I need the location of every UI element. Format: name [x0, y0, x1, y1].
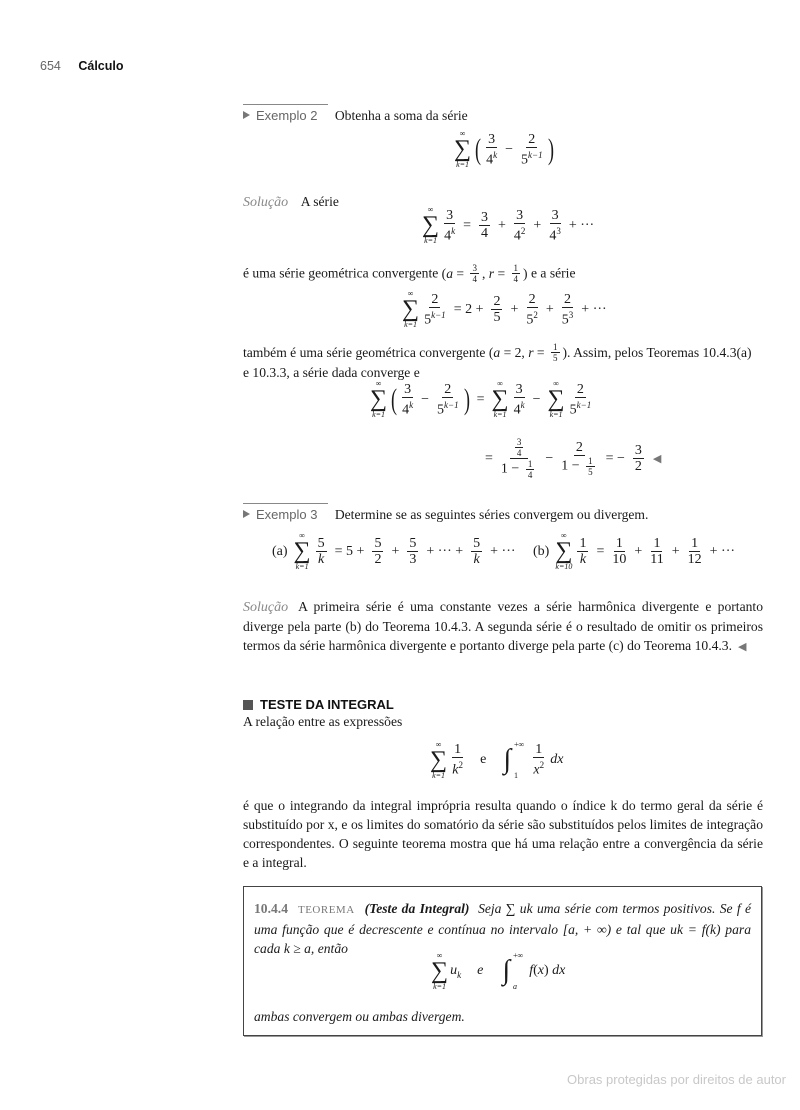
example-prompt: Obtenha a soma da série [334, 108, 468, 123]
equation-result: = $\frac{3}{4}$ 1 − $\frac{1}{4}$ − 2 1 − $\frac{1}{5}$ = − $\frac{3}{2}$ ◀ [485, 437, 662, 480]
theorem-conclusion: ambas convergem ou ambas divergem. [254, 1009, 465, 1024]
example-label: Exemplo 3 [256, 507, 318, 522]
theorem-box [243, 886, 762, 1036]
page-number: 654 [40, 59, 61, 73]
triangle-icon [243, 111, 250, 119]
theorem-word: TEOREMA [297, 904, 355, 916]
example-rule [243, 104, 328, 105]
equation-part-b: (b) ∞ ∑ k=10 $\frac{1}{k}$ = $\frac{1}{10}$ + $\frac{1}{11}$ + $\frac{1}{12}$ + ··· [533, 531, 736, 571]
equation-geom2: ∞ ∑ k=1 $\frac{2}{5^{k-1}}$ = 2 + $\frac{2}{5}$ + $\frac{2}{5^2}$ + $\frac{2}{5^3}$ + ··· [402, 289, 607, 329]
running-header [40, 59, 124, 73]
example-3-heading [243, 507, 648, 523]
solution-intro: Solução A série [243, 194, 339, 210]
example-label: Exemplo 2 [256, 108, 318, 123]
equation-geom1: ∞ ∑ k=1 $\frac{3}{4^k}$ = $\frac{3}{4}$ + $\frac{3}{4^2}$ + $\frac{3}{4^3}$ + ··· [422, 205, 595, 245]
example-rule [243, 503, 328, 504]
watermark: Obras protegidas por direitos de autor [567, 1072, 786, 1087]
section-body: é que o integrando da integral imprópria resulta quando o índice k do termo geral da série é substituído por x, e os limites do somatório da série são substituídos pelos limites de integração correspondentes. O seguinte teorema mostra que há uma relação entre a convergência da série e a integral. [243, 798, 763, 870]
example-2-heading [243, 108, 468, 124]
triangle-icon [243, 510, 250, 518]
section-title: TESTE DA INTEGRAL [243, 697, 394, 712]
book-title: Cálculo [78, 59, 124, 73]
example-3-solution: Solução A primeira série é uma constante vezes a série harmônica divergente e portanto diverge pela parte (b) do Teorema 10.4.3. A segunda série é o resultado de omitir os primeiros termos da série harmônica divergente e portanto diverge pela parte (c) do Teorema 10.4.3. ◀ [243, 599, 763, 653]
geom2-text: também é uma série geométrica convergente ( a = 2, r = $\frac{1}{5}$ ). Assim, pelos Teoremas 10.4.3(a) e 10.3.3, a série dada converge e [243, 342, 752, 380]
equation-split: ∞ ∑ k=1 ( $\frac{3}{4^k}$ − $\frac{2}{5^{k-1}}$ ) = ∞ ∑ k=1 $\frac{3}{4^k}$ − ∞ ∑ k=1 $\frac{2}{5^{k-1}}$ [370, 379, 592, 419]
section-square-icon [243, 700, 253, 710]
theorem-name: (Teste da Integral) [364, 901, 470, 916]
theorem-number: 10.4.4 [254, 901, 288, 916]
example-prompt: Determine se as seguintes séries convergem ou divergem. [334, 507, 649, 522]
equation-compare: ∞ ∑ k=1 $\frac{1}{k^2}$ e ∫ +∞ 1 $\frac{1}{x^2}$ dx [430, 739, 564, 780]
solution-label: Solução [243, 195, 289, 210]
end-of-example-icon: ◀ [652, 453, 662, 465]
equation-series: ∞ ∑ k=1 ( $\frac{3}{4^k}$ − $\frac{2}{5^{k-1}}$ ) [454, 129, 554, 169]
end-of-example-icon: ◀ [738, 641, 747, 653]
section-intro: A relação entre as expressões [243, 714, 403, 729]
equation-part-a: (a) ∞ ∑ k=1 $\frac{5}{k}$ = 5 + $\frac{5}{2}$ + $\frac{5}{3}$ + ··· + $\frac{5}{k}$ + ··· [272, 531, 516, 571]
solution-label: Solução [243, 600, 289, 615]
theorem-equation: ∞ ∑ k=1 $u_k$ e ∫ +∞ a f ( x ) dx [431, 950, 566, 991]
geom1-text: é uma série geométrica convergente ( a = $\frac{3}{4}$ , r = $\frac{1}{4}$ ) e a série [243, 263, 576, 284]
theorem-statement: 10.4.4 TEOREMA (Teste da Integral) Seja ∑ uk uma série com termos positivos. Se f é uma função que é decrescente e contínua no intervalo [a, + ∞) e tal que uk = f(k) para cada k ≥ a, então [254, 901, 751, 956]
